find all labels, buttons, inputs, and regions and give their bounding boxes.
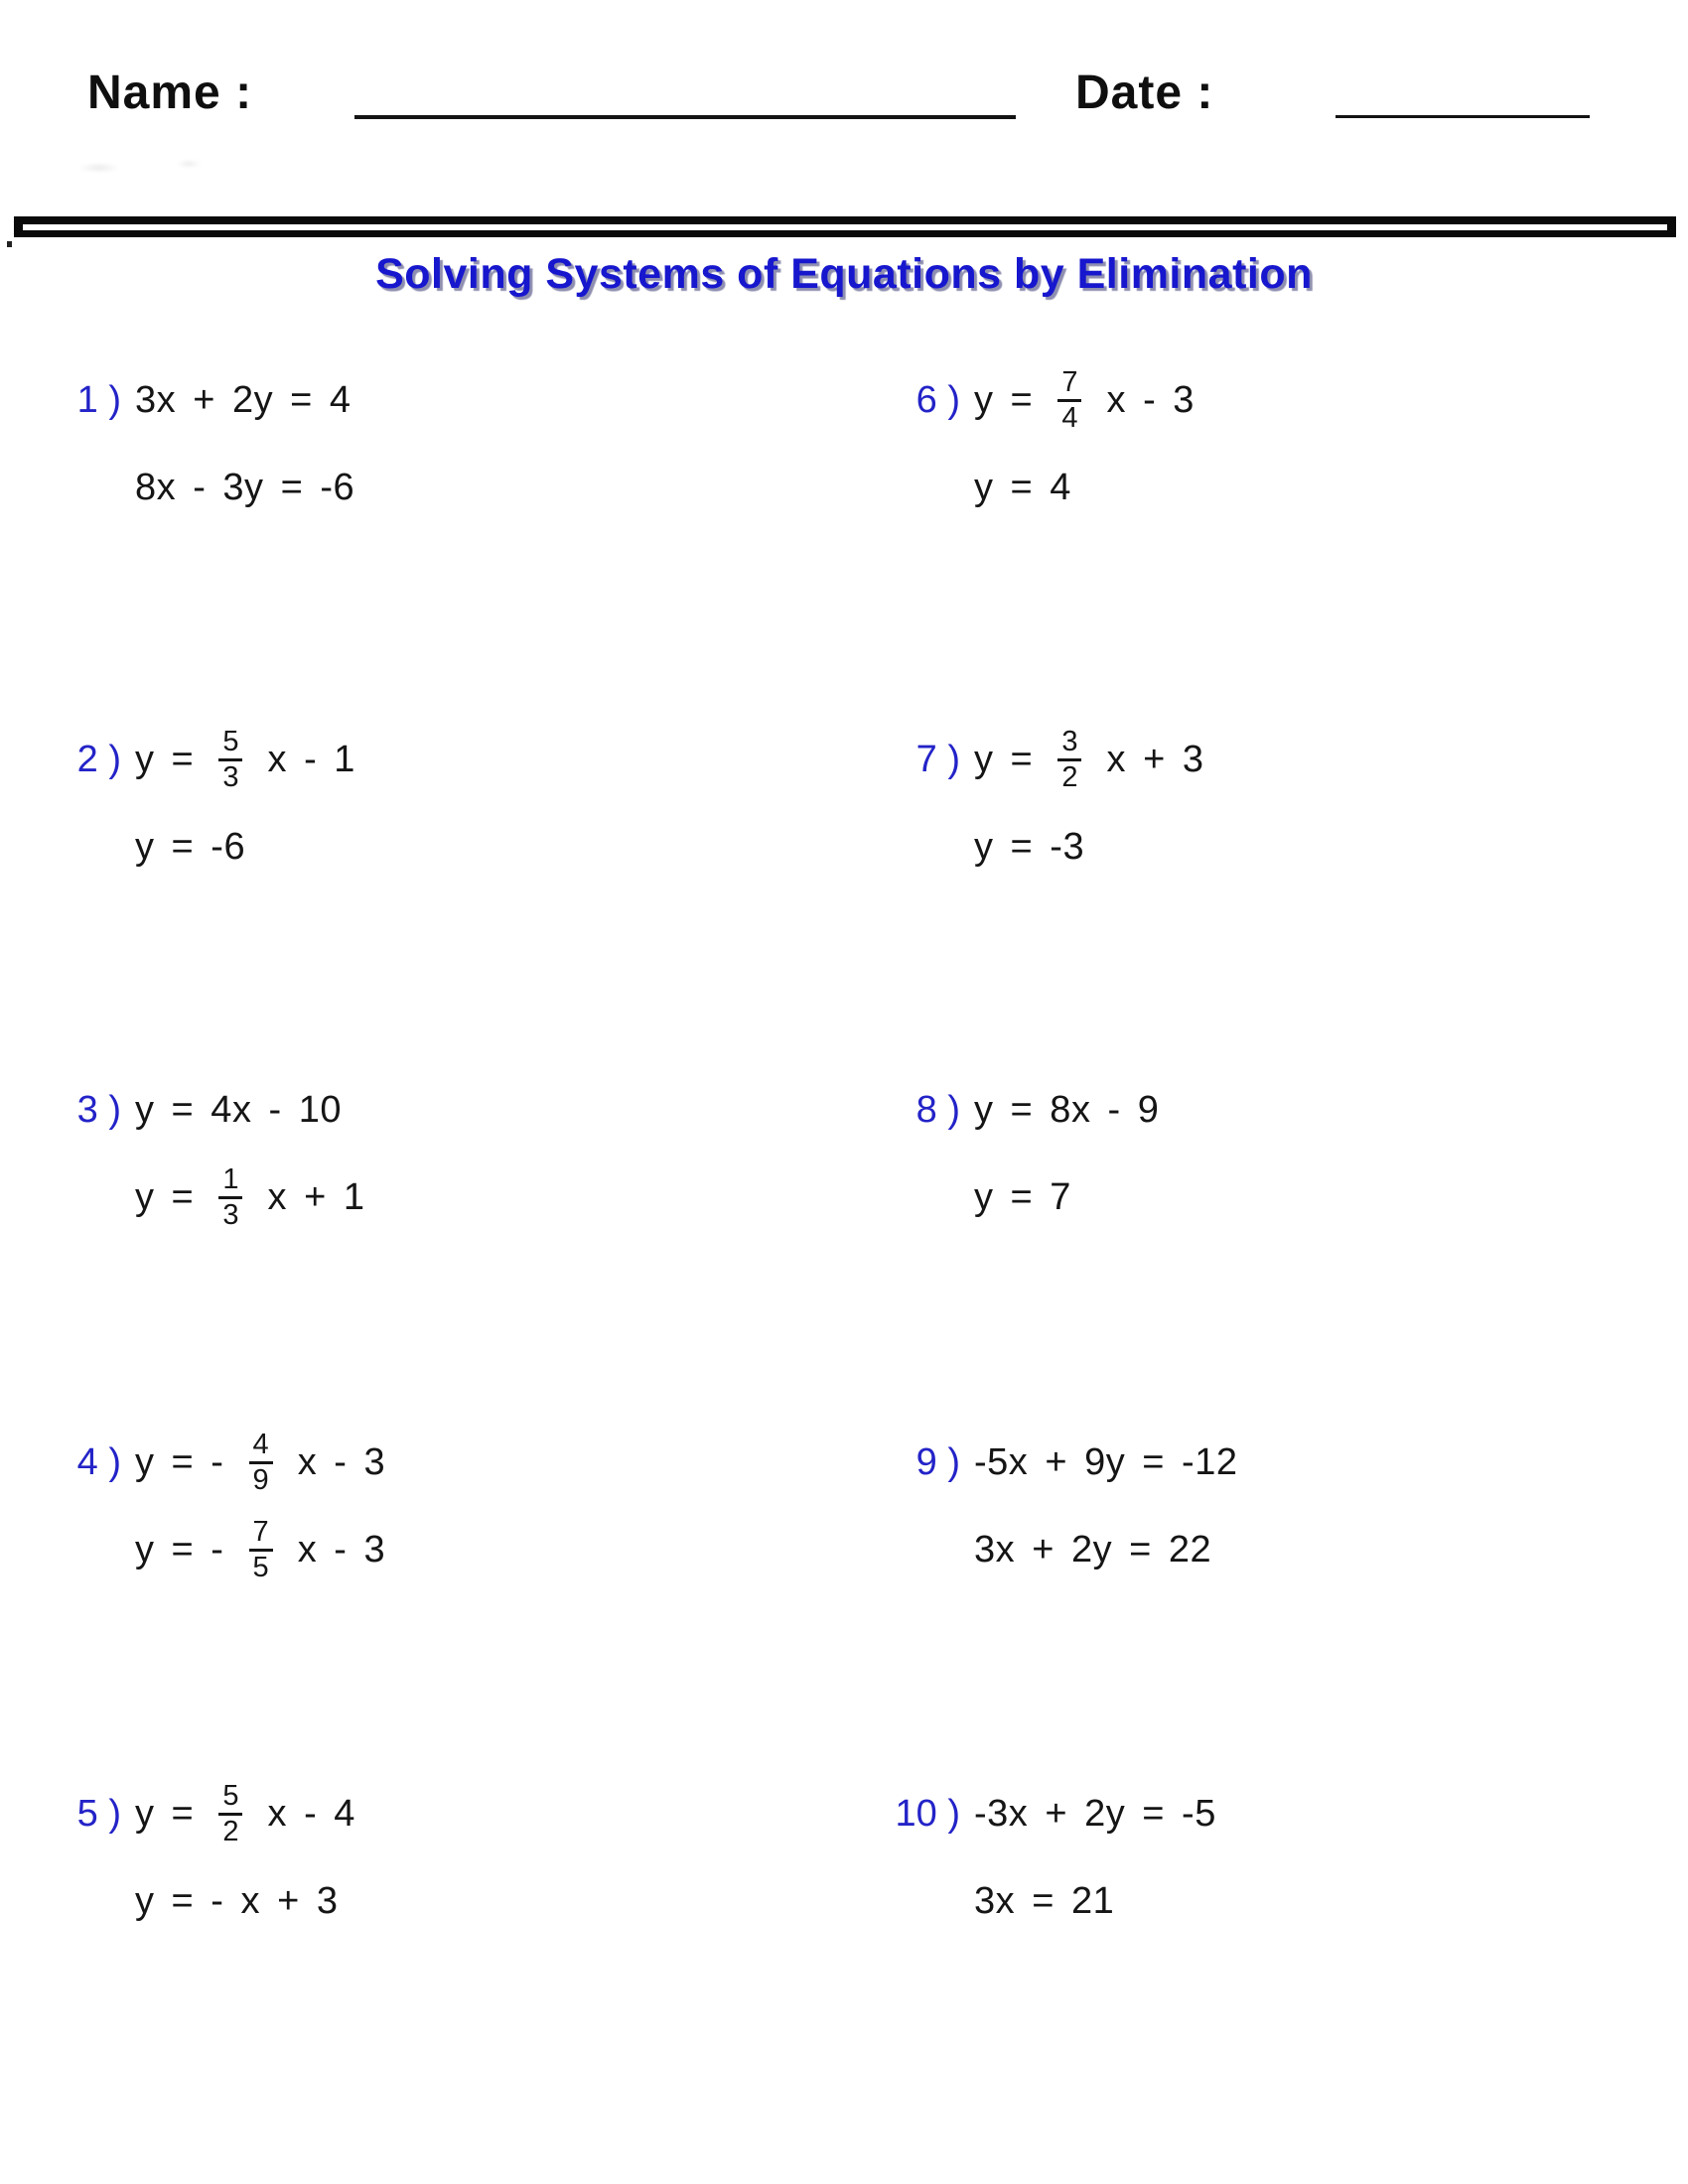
equation-line [135,1154,364,1241]
equations [135,1419,385,1593]
fraction [218,1781,242,1847]
equation-text: y = - [135,1528,241,1570]
equations [135,356,354,531]
fraction-denominator: 2 [1061,760,1078,793]
problem-2 [34,716,355,890]
equation-line [974,444,1195,531]
equation-text: x - 1 [250,738,355,780]
equation-line [974,716,1203,803]
equation-text: y = -3 [974,825,1085,868]
problem-6 [873,356,1195,531]
equation-text: x - 3 [280,1440,386,1483]
equation-line [974,803,1203,890]
equation-text: x - 3 [280,1528,386,1570]
problem-9 [873,1419,1237,1593]
equations [974,356,1195,531]
fraction-numerator: 1 [222,1162,239,1195]
problem-10 [873,1770,1216,1945]
problem-number: 9 ) [915,1440,960,1483]
equation-line [135,1770,355,1857]
problem-number: 2 ) [76,738,121,780]
equation-line [135,716,355,803]
date-label: Date : [1075,67,1214,119]
equations [135,1066,364,1241]
equations [974,1419,1237,1593]
problem-number: 3 ) [76,1088,121,1131]
equation-line [135,444,354,531]
equation-text: x + 3 [1089,738,1204,780]
equations [974,1066,1159,1241]
equations [135,716,355,890]
problem-number: 1 ) [76,378,121,421]
equation-text: y = 4 [974,466,1071,508]
equation-text: x + 1 [250,1175,365,1218]
fraction-denominator: 3 [222,760,239,793]
problem-7 [873,716,1203,890]
equation-text: 3x + 2y = 22 [974,1528,1212,1570]
date-blank-line [1336,115,1590,118]
fraction-denominator: 9 [252,1463,269,1496]
equation-line [974,1154,1159,1241]
equation-text: 8x - 3y = -6 [135,466,355,508]
problem-8 [873,1066,1159,1241]
equation-text: y = 8x - 9 [974,1088,1160,1131]
fraction [249,1517,273,1583]
equation-text: y = [974,738,1051,780]
fraction-denominator: 2 [222,1815,239,1847]
fraction [1057,367,1081,434]
equation-line [135,356,354,444]
problem-number: 8 ) [915,1088,960,1131]
equation-text: y = [974,378,1051,421]
equation-line [974,1419,1237,1506]
problem-5 [34,1770,355,1945]
fraction-numerator: 7 [1061,365,1078,398]
fraction [249,1430,273,1496]
equation-text: x - 4 [250,1792,355,1835]
equation-line [135,1066,364,1154]
equation-text: y = [135,1175,211,1218]
equation-line [135,1857,355,1945]
equation-line [135,803,355,890]
problem-number: 10 ) [895,1792,960,1835]
fraction-numerator: 4 [252,1428,269,1460]
fraction-denominator: 5 [252,1551,269,1583]
equation-text: y = - [135,1440,241,1483]
equation-text: y = [135,1792,211,1835]
header-divider-rule-inner [23,224,1667,230]
fraction [218,727,242,793]
page-title: Solving Systems of Equations by Elimination [375,250,1313,298]
equation-line [135,1506,385,1593]
equation-text: 3x = 21 [974,1879,1115,1922]
equation-line [974,356,1195,444]
equation-text: x - 3 [1089,378,1195,421]
fraction-numerator: 5 [222,725,239,757]
problem-3 [34,1066,364,1241]
equations [974,716,1203,890]
problem-number: 7 ) [915,738,960,780]
problem-number: 4 ) [76,1440,121,1483]
equation-text: y = - x + 3 [135,1879,339,1922]
equation-text: y = 4x - 10 [135,1088,342,1131]
equation-line [135,1419,385,1506]
equation-text: y = 7 [974,1175,1071,1218]
equation-text: y = [135,738,211,780]
equations [974,1770,1216,1945]
equation-text: -3x + 2y = -5 [974,1792,1216,1835]
header-divider-rule [14,216,1676,237]
equation-line [974,1857,1216,1945]
equation-line [974,1066,1159,1154]
equation-line [974,1770,1216,1857]
problem-number: 5 ) [76,1792,121,1835]
name-blank-line [354,115,1016,119]
equation-text: 3x + 2y = 4 [135,378,352,421]
fraction-numerator: 5 [222,1779,239,1812]
equation-text: -5x + 9y = -12 [974,1440,1238,1483]
name-label: Name : [87,67,253,119]
problem-4 [34,1419,385,1593]
problem-number: 6 ) [915,378,960,421]
scan-artifact [70,154,218,180]
equation-text: y = -6 [135,825,246,868]
problem-1 [34,356,354,531]
fraction [218,1164,242,1231]
fraction-numerator: 7 [252,1515,269,1548]
equation-line [974,1506,1237,1593]
equations [135,1770,355,1945]
fraction-denominator: 4 [1061,401,1078,434]
fraction-denominator: 3 [222,1198,239,1231]
fraction [1057,727,1081,793]
fraction-numerator: 3 [1061,725,1078,757]
scan-dot-artifact [7,241,12,247]
